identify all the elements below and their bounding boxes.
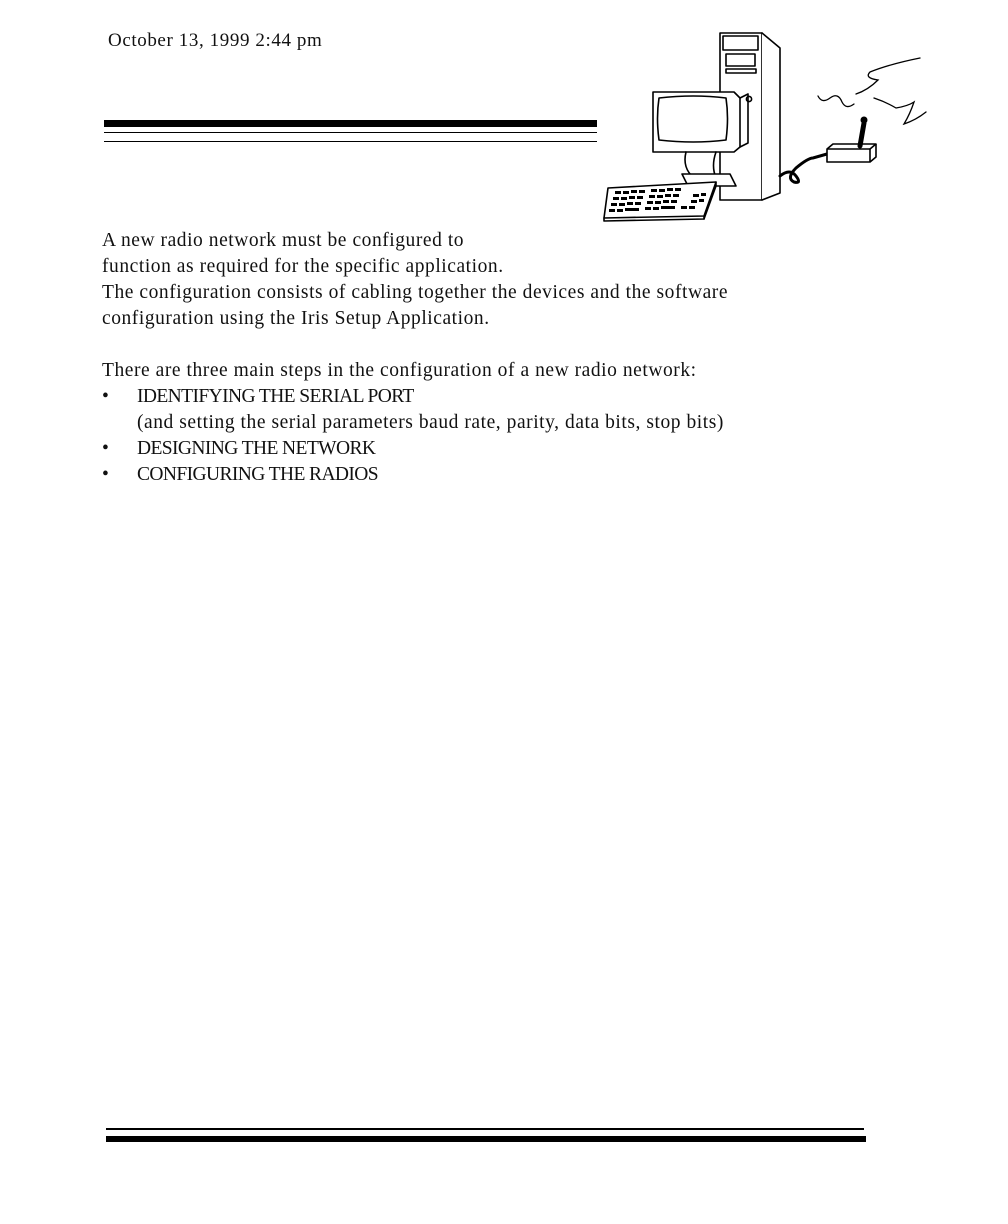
step-note: (and setting the serial parameters baud rate, parity, data bits, stop bits) <box>137 412 724 433</box>
step-title: IDENTIFYING THE SERIAL PORT <box>137 386 414 407</box>
computer-with-radio-modem-icon <box>598 28 933 228</box>
intro-line-2: function as required for the specific application. <box>102 256 504 277</box>
page-timestamp: October 13, 1999 2:44 pm <box>108 30 323 51</box>
steps-list <box>102 384 862 488</box>
intro-line-1: A new radio network must be configured to <box>102 230 465 251</box>
intro-line-4: configuration using the Iris Setup Application. <box>102 308 490 329</box>
header-rule-thin <box>104 132 597 133</box>
header-rule-thick <box>104 120 597 127</box>
paragraph-gap <box>102 332 862 358</box>
list-item <box>102 462 862 488</box>
steps-intro: There are three main steps in the configuration of a new radio network: <box>102 360 697 381</box>
footer-rule-thin <box>106 1128 864 1130</box>
step-title: DESIGNING THE NETWORK <box>137 438 376 459</box>
footer-rule-thick <box>106 1136 866 1142</box>
bullet-icon: • <box>102 386 110 407</box>
list-item <box>102 384 862 436</box>
step-title: CONFIGURING THE RADIOS <box>137 464 379 485</box>
intro-line-3: The configuration consists of cabling together the devices and the software <box>102 282 729 303</box>
list-item <box>102 436 862 462</box>
header-rule-thin-lower <box>104 141 597 142</box>
main-content <box>102 228 862 488</box>
bullet-icon: • <box>102 438 110 459</box>
bullet-icon: • <box>102 464 110 485</box>
